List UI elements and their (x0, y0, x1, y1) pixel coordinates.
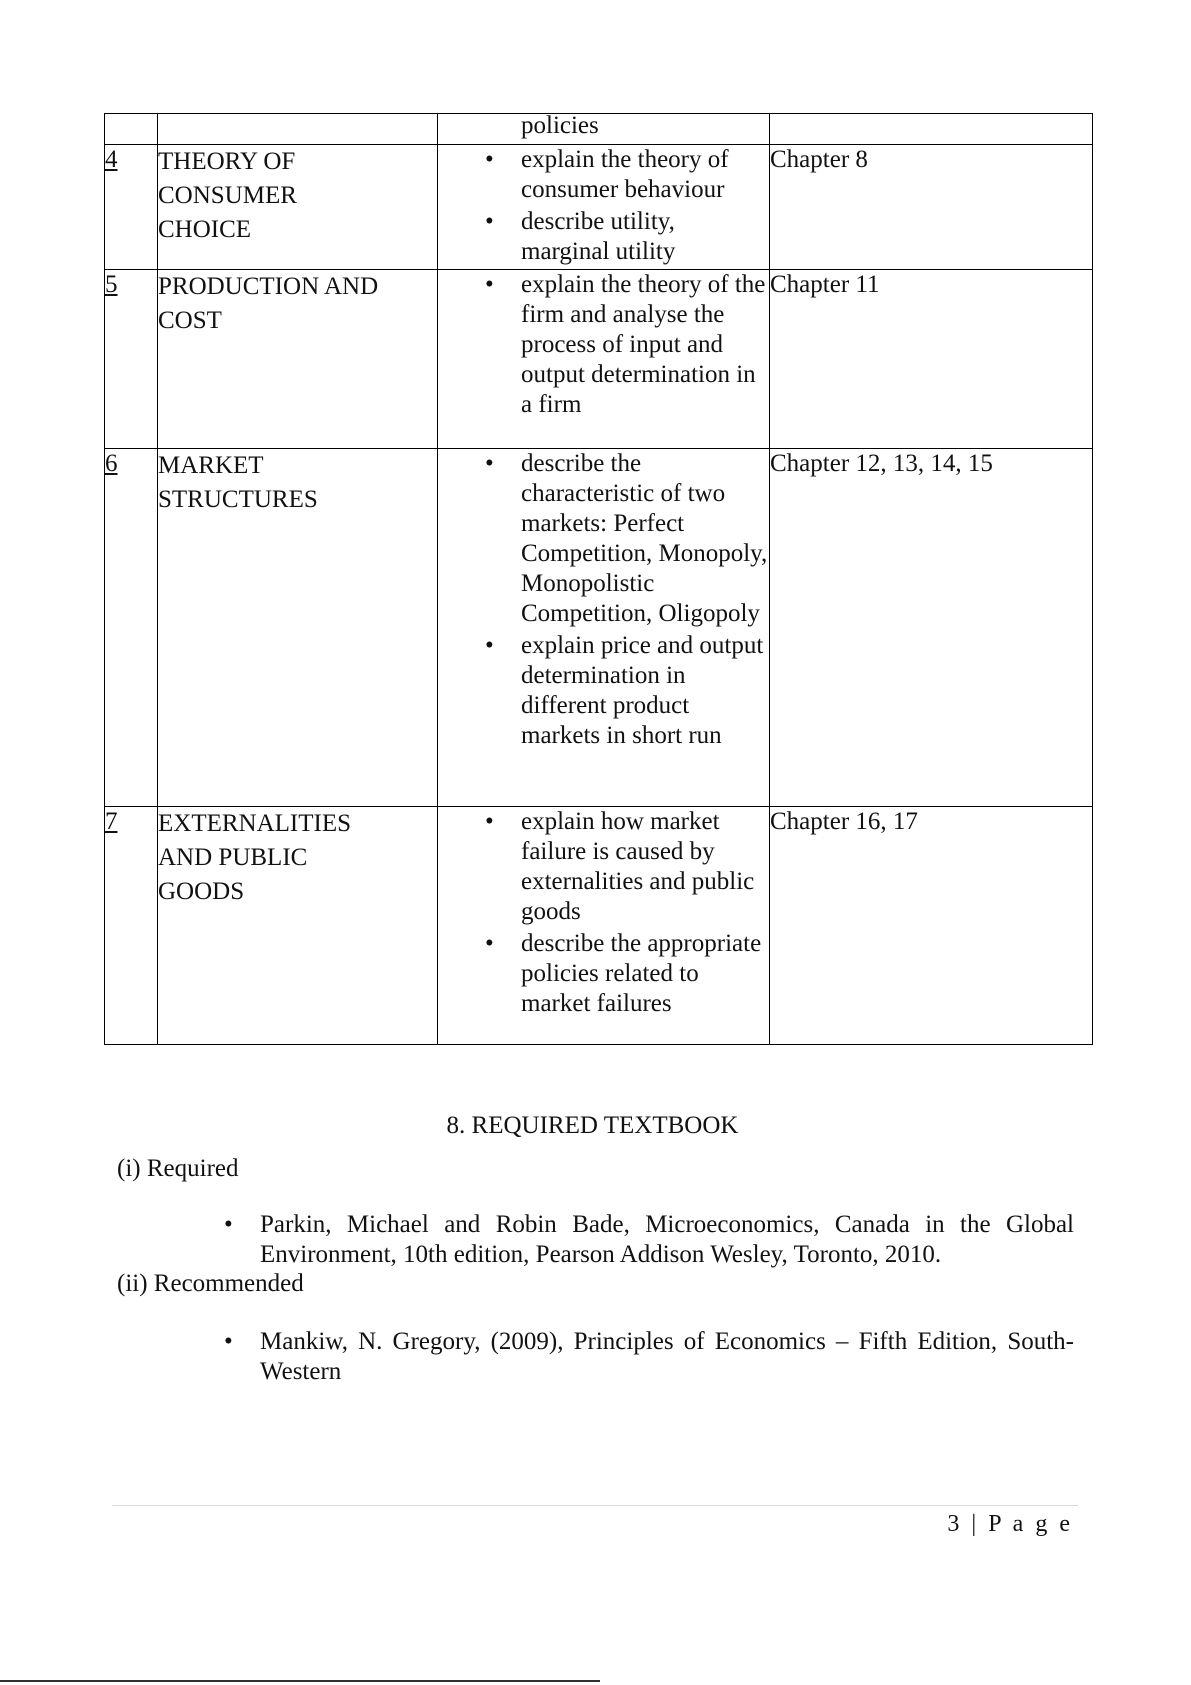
cell-reading (770, 270, 1093, 449)
required-heading: (i) Required (117, 1155, 239, 1182)
topic-line: STRUCTURES (158, 486, 318, 513)
cell-number (105, 145, 158, 270)
topic-line: COST (158, 307, 222, 334)
section-title (0, 1112, 1191, 1140)
reference-text: Parkin, Michael and Robin Bade, Microeconomics, Canada in the Global Environment, 10th edition, Pearson Addison Wesley, Toronto, 2010. (260, 1211, 1074, 1268)
objective-list (438, 145, 769, 267)
cell-topic (158, 114, 438, 145)
row-number: 5 (105, 271, 118, 298)
topic-line: THEORY OF (158, 148, 296, 175)
table-row (105, 807, 1093, 1045)
cell-topic (158, 807, 438, 1045)
objective-item: • describe utility, marginal utility (438, 207, 769, 267)
objective-list (438, 807, 769, 1019)
cell-topic (158, 145, 438, 270)
cell-number (105, 270, 158, 449)
cell-topic (158, 449, 438, 807)
course-outline-table (104, 113, 1093, 1045)
reading-reference: Chapter 16, 17 (770, 808, 918, 835)
reading-reference: Chapter 8 (770, 146, 868, 173)
topic-line: AND PUBLIC (158, 844, 308, 871)
objective-list (438, 449, 769, 751)
bullet-icon: • (224, 1211, 233, 1238)
objective-item: • describe the characteristic of two markets: Perfect Competition, Monopoly, Monopolistic Competition, Oligopoly (438, 449, 769, 629)
cell-objectives (438, 270, 770, 449)
topic-line: PRODUCTION AND (158, 273, 379, 300)
page-bottom-edge (0, 1680, 600, 1682)
row-number: 7 (105, 808, 118, 835)
table-row (105, 270, 1093, 449)
cell-objectives (438, 145, 770, 270)
objective-item: • explain the theory of the firm and analyse the process of input and output determination in a firm (438, 270, 769, 420)
reading-reference: Chapter 12, 13, 14, 15 (770, 450, 993, 477)
objective-continued-text: policies (521, 113, 599, 139)
cell-reading (770, 449, 1093, 807)
topic-line: GOODS (158, 878, 245, 905)
recommended-heading: (ii) Recommended (117, 1270, 304, 1297)
objective-item: • describe the appropriate policies related to market failures (438, 929, 769, 1019)
topic-line: EXTERNALITIES (158, 810, 352, 837)
reading-reference: Chapter 11 (770, 271, 880, 298)
topic-line: CONSUMER (158, 182, 297, 209)
topic-line: MARKET (158, 452, 264, 479)
table-row (105, 145, 1093, 270)
cell-objectives (438, 114, 770, 145)
table-row (105, 449, 1093, 807)
objective-item: • explain price and output determination in different product markets in short run (438, 631, 769, 751)
bullet-icon: • (224, 1328, 233, 1355)
objective-item: • explain the theory of consumer behaviour (438, 145, 769, 205)
cell-reading (770, 145, 1093, 270)
reference-text: Mankiw, N. Gregory, (2009), Principles of Economics – Fifth Edition, South-Western (260, 1328, 1074, 1385)
footer-divider (112, 1505, 1078, 1506)
cell-number (105, 449, 158, 807)
reference-item (224, 1327, 1074, 1387)
cell-topic (158, 270, 438, 449)
objective-list (438, 270, 769, 420)
row-number: 4 (105, 146, 118, 173)
cell-reading (770, 807, 1093, 1045)
cell-objectives (438, 449, 770, 807)
objective-item: • explain how market failure is caused by externalities and public goods (438, 807, 769, 927)
cell-number (105, 807, 158, 1045)
section-title-text: 8. REQUIRED TEXTBOOK (446, 1112, 739, 1139)
page-number: 3 | P a g e (947, 1511, 1073, 1537)
row-number: 6 (105, 450, 118, 477)
table-row-continued (105, 114, 1093, 145)
cell-objectives (438, 807, 770, 1045)
reference-item (224, 1210, 1074, 1270)
cell-number (105, 114, 158, 145)
topic-line: CHOICE (158, 216, 252, 243)
cell-reading (770, 114, 1093, 145)
